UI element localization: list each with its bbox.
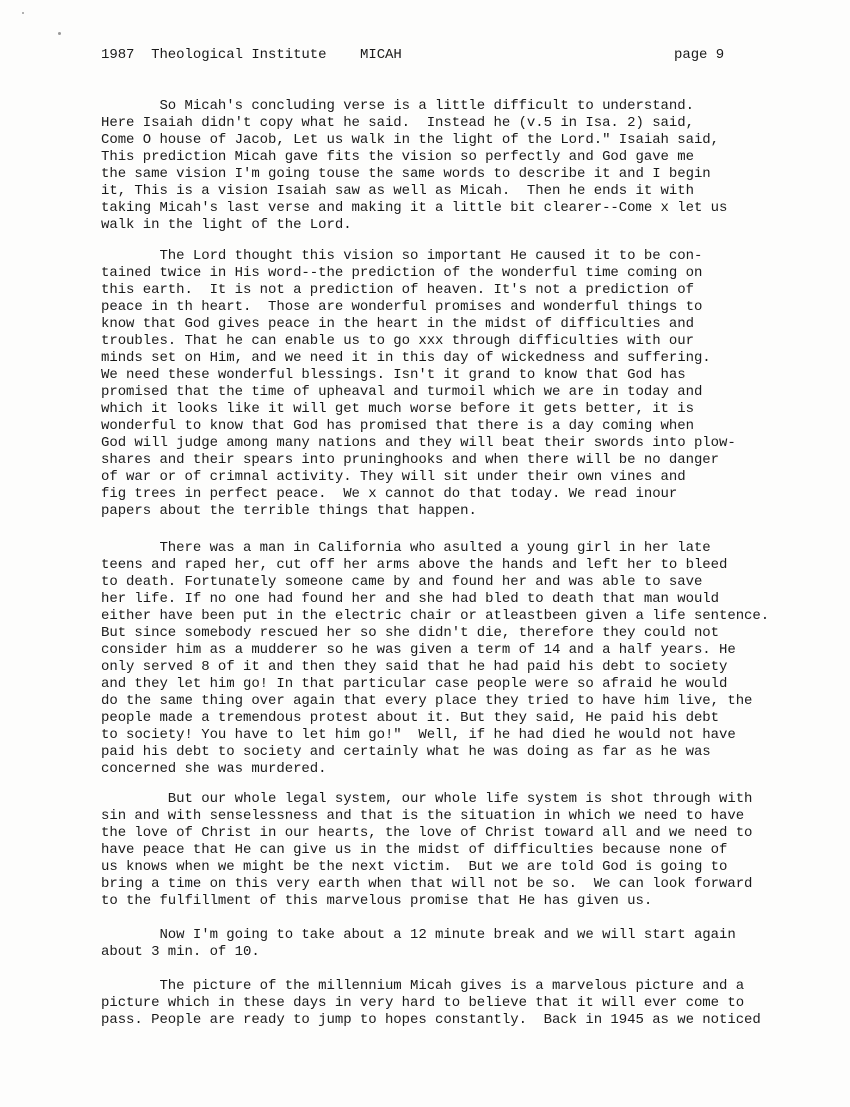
text-line: promised that the time of upheaval and turmoil which we are in today and xyxy=(101,384,703,400)
text-line: So Micah's concluding verse is a little difficult to understand. xyxy=(101,98,694,114)
text-line: to the fulfillment of this marvelous promise that He has given us. xyxy=(101,893,653,909)
text-line: concerned she was murdered. xyxy=(101,761,327,777)
text-line: have peace that He can give us in the midst of difficulties because none of xyxy=(101,842,728,858)
scan-speck xyxy=(58,32,61,35)
text-line: Now I'm going to take about a 12 minute break and we will start again xyxy=(101,927,736,943)
paragraph-1 xyxy=(101,98,727,234)
text-line: taking Micah's last verse and making it a little bit clearer--Come x let us xyxy=(101,200,728,216)
text-line: paid his debt to society and certainly what he was doing as far as he was xyxy=(101,744,711,760)
text-line: pass. People are ready to jump to hopes constantly. Back in 1945 as we noticed xyxy=(101,1012,761,1028)
text-line: peace in th heart. Those are wonderful promises and wonderful things to xyxy=(101,299,703,315)
paragraph-3 xyxy=(101,540,769,778)
text-line: But since somebody rescued her so she didn't die, therefore they could not xyxy=(101,625,720,641)
text-line: sin and with senselessness and that is the situation in which we need to have xyxy=(101,808,745,824)
text-line: her life. If no one had found her and she had bled to death that man would xyxy=(101,591,720,607)
text-line: which it looks like it will get much worse before it gets better, it is xyxy=(101,401,694,417)
text-line: people made a tremendous protest about it. But they said, He paid his debt xyxy=(101,710,720,726)
text-line: We need these wonderful blessings. Isn't it grand to know that God has xyxy=(101,367,686,383)
text-line: consider him as a mudderer so he was given a term of 14 and a half years. He xyxy=(101,642,736,658)
text-line: walk in the light of the Lord. xyxy=(101,217,352,233)
text-line: papers about the terrible things that happen. xyxy=(101,503,477,519)
text-line: do the same thing over again that every place they tried to have him live, the xyxy=(101,693,753,709)
text-line: The picture of the millennium Micah gives is a marvelous picture and a xyxy=(101,978,745,994)
text-line: to death. Fortunately someone came by and found her and was able to save xyxy=(101,574,703,590)
scan-speck xyxy=(22,12,24,14)
text-line: the love of Christ in our hearts, the love of Christ toward all and we need to xyxy=(101,825,753,841)
paragraph-2 xyxy=(101,248,736,520)
text-line: of war or of crimnal activity. They will sit under their own vines and xyxy=(101,469,686,485)
header-title: 1987 Theological Institute xyxy=(101,47,327,63)
text-line: Come O house of Jacob, Let us walk in the light of the Lord." Isaiah said, xyxy=(101,132,720,148)
text-line: to society! You have to let him go!" Well, if he had died he would not have xyxy=(101,727,736,743)
text-line: us knows when we might be the next victim. But we are told God is going to xyxy=(101,859,728,875)
paragraph-5 xyxy=(101,927,736,961)
text-line: minds set on Him, and we need it in this day of wickedness and suffering. xyxy=(101,350,711,366)
text-line: wonderful to know that God has promised that there is a day coming when xyxy=(101,418,694,434)
text-line: about 3 min. of 10. xyxy=(101,944,260,960)
page-number: page 9 xyxy=(674,47,725,63)
text-line: This prediction Micah gave fits the vision so perfectly and God gave me xyxy=(101,149,694,165)
text-line: teens and raped her, cut off her arms above the hands and left her to bleed xyxy=(101,557,728,573)
paragraph-6 xyxy=(101,978,761,1029)
text-line: either have been put in the electric chair or atleastbeen given a life sentence. xyxy=(101,608,770,624)
text-line: fig trees in perfect peace. We x cannot do that today. We read inour xyxy=(101,486,678,502)
text-line: There was a man in California who asulted a young girl in her late xyxy=(101,540,711,556)
text-line: and they let him go! In that particular case people were so afraid he would xyxy=(101,676,728,692)
text-line: Here Isaiah didn't copy what he said. Instead he (v.5 in Isa. 2) said, xyxy=(101,115,694,131)
text-line: picture which in these days in very hard to believe that it will ever come to xyxy=(101,995,745,1011)
text-line: know that God gives peace in the heart in the midst of difficulties and xyxy=(101,316,694,332)
text-line: God will judge among many nations and they will beat their swords into plow- xyxy=(101,435,736,451)
text-line: shares and their spears into pruninghooks and when there will be no danger xyxy=(101,452,720,468)
text-line: this earth. It is not a prediction of heaven. It's not a prediction of xyxy=(101,282,694,298)
text-line: troubles. That he can enable us to go xxx through difficulties with our xyxy=(101,333,694,349)
text-line: it, This is a vision Isaiah saw as well as Micah. Then he ends it with xyxy=(101,183,694,199)
text-line: bring a time on this very earth when that will not be so. We can look forward xyxy=(101,876,753,892)
text-line: tained twice in His word--the prediction of the wonderful time coming on xyxy=(101,265,703,281)
text-line: only served 8 of it and then they said that he had paid his debt to society xyxy=(101,659,728,675)
text-line: the same vision I'm going touse the same words to describe it and I begin xyxy=(101,166,711,182)
text-line: The Lord thought this vision so important He caused it to be con- xyxy=(101,248,703,264)
text-line: But our whole legal system, our whole life system is shot through with xyxy=(101,791,753,807)
header-subject: MICAH xyxy=(360,47,402,63)
paragraph-4 xyxy=(101,791,752,910)
